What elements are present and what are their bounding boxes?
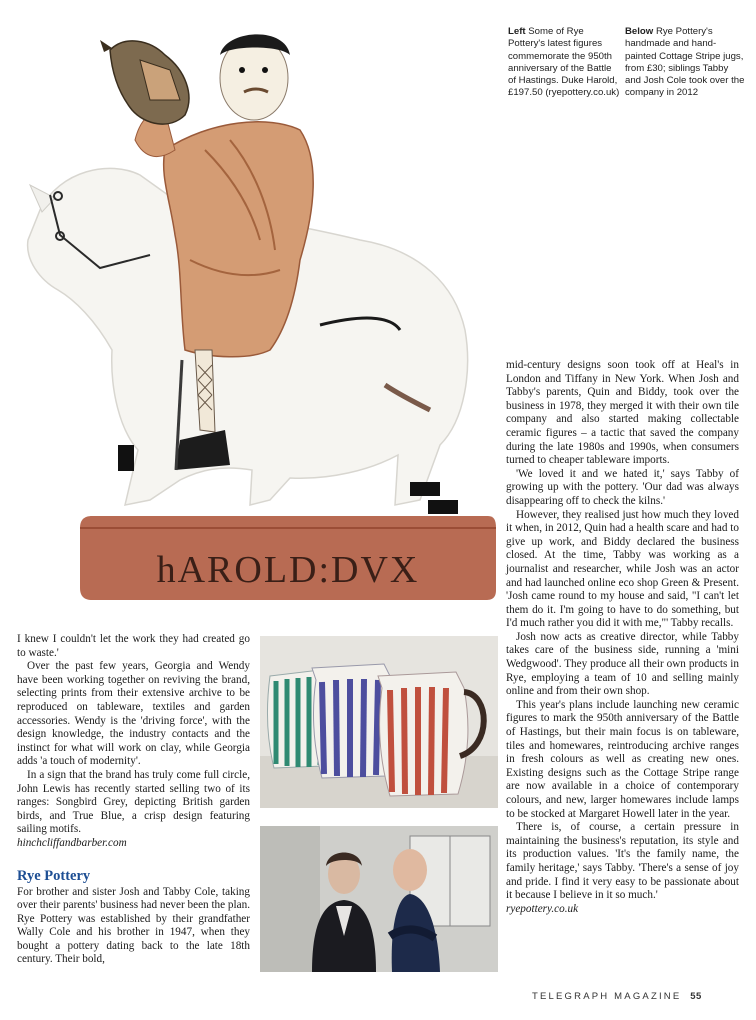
plinth-inscription: hAROLD:DVX bbox=[156, 549, 420, 591]
tabby-and-josh-cole-photo bbox=[260, 826, 498, 972]
magazine-name: TELEGRAPH MAGAZINE bbox=[532, 991, 682, 1002]
caption-below-label: Below bbox=[625, 26, 654, 37]
article-column-left bbox=[17, 633, 250, 967]
paragraph: mid-century designs soon took off at Heal's in London and Tiffany in New York. When Josh and Tabby's parents, Quin and Biddy, took over the business in 1978, they merged it with their own tile company and also started making collectable ceramic figures – a tactic that saved the company during the late 1980s and 1990s, when consumers turned to cheaper tableware imports. bbox=[506, 359, 739, 467]
paragraph: This year's plans include launching new ceramic figures to mark the 950th anniversary of the Battle of Hastings, but their main focus is on tableware, tiles and homewares, reintroducing archive ranges in fresh colours as well as creating new ones. Existing designs such as the Cottage Stripe range are now available in a choice of contemporary colours, and new, larger homewares include lamps to be stocked at Margaret Howell later in the year. bbox=[506, 698, 739, 820]
ryepottery-url-link[interactable]: ryepottery.co.uk bbox=[506, 902, 579, 915]
paragraph: Over the past few years, Georgia and Wendy have been working together on reviving the brand, selecting prints from their extensive archive to be reproduced on tableware, textiles and garden accessories. Wendy is the 'driving force', with the design knowledge, the industry contacts and the instinct for what will work on clay, while Georgia adds 'a touch of modernity'. bbox=[17, 660, 250, 768]
paragraph: I knew I couldn't let the work they had created go to waste.' bbox=[17, 633, 250, 659]
page-number: 55 bbox=[690, 991, 702, 1002]
paragraph: However, they realised just how much they loved it when, in 2012, Quin had a health scare and had to give up work, and Biddy declared the business closed. At the time, Tabby was working as a journalist and researcher, while Josh was an actor and had launched online eco shop Green & Present. 'Josh came round to my house and said, "I can't let them do it. I'm going to have to do something, but I'd much rather you did it with me,"' Tabby recalls. bbox=[506, 508, 739, 630]
cottage-stripe-jugs-photo bbox=[260, 636, 498, 808]
duke-harold-figure-photo bbox=[0, 0, 500, 610]
paragraph: There is, of course, a certain pressure in maintaining the business's reputation, its style and its production values. 'It's the family name, the family heritage,' says Tabby. 'There's a sense of joy and pride. I find it very easy to be passionate about it because I believe in it so much.' bbox=[506, 821, 739, 902]
caption-below bbox=[625, 26, 745, 100]
paragraph: In a sign that the brand has truly come full circle, John Lewis has recently started selling two of its ranges: Songbird Grey, depicting British garden birds, and True Blue, a crisp design featuring sailing motifs. bbox=[17, 768, 250, 836]
section-heading-rye-pottery: Rye Pottery bbox=[17, 867, 91, 884]
article-column-right bbox=[506, 359, 739, 916]
caption-left-label: Left bbox=[508, 26, 526, 37]
hinchcliff-url-link[interactable]: hinchcliffandbarber.com bbox=[17, 836, 127, 849]
paragraph: For brother and sister Josh and Tabby Cole, taking over their parents' business had never been the plan. Rye Pottery was established by their grandfather Wally Cole and his brother in 1947, when they bought a pottery dating back to the late 18th century. Their bold, bbox=[17, 885, 250, 966]
caption-left bbox=[508, 26, 620, 100]
page-footer bbox=[532, 991, 702, 1002]
paragraph: Josh now acts as creative director, while Tabby takes care of the business side, running a 'mini Wedgwood'. They produce all their own products in Rye, employing a team of 10 and selling mainly online and from their own shop. bbox=[506, 630, 739, 698]
caption-left-text: Some of Rye Pottery's latest figures commemorate the 950th anniversary of the Battle of Hastings. Duke Harold, £197.50 (ryepottery.co.uk) bbox=[508, 26, 620, 99]
paragraph: 'We loved it and we hated it,' says Tabby of growing up with the pottery. 'Our dad was always disappearing off to check the kilns.' bbox=[506, 467, 739, 507]
caption-below-text: Rye Pottery's handmade and hand-painted Cottage Stripe jugs, from £30; siblings Tabby and Josh Cole took over the company in 2012 bbox=[625, 26, 745, 99]
